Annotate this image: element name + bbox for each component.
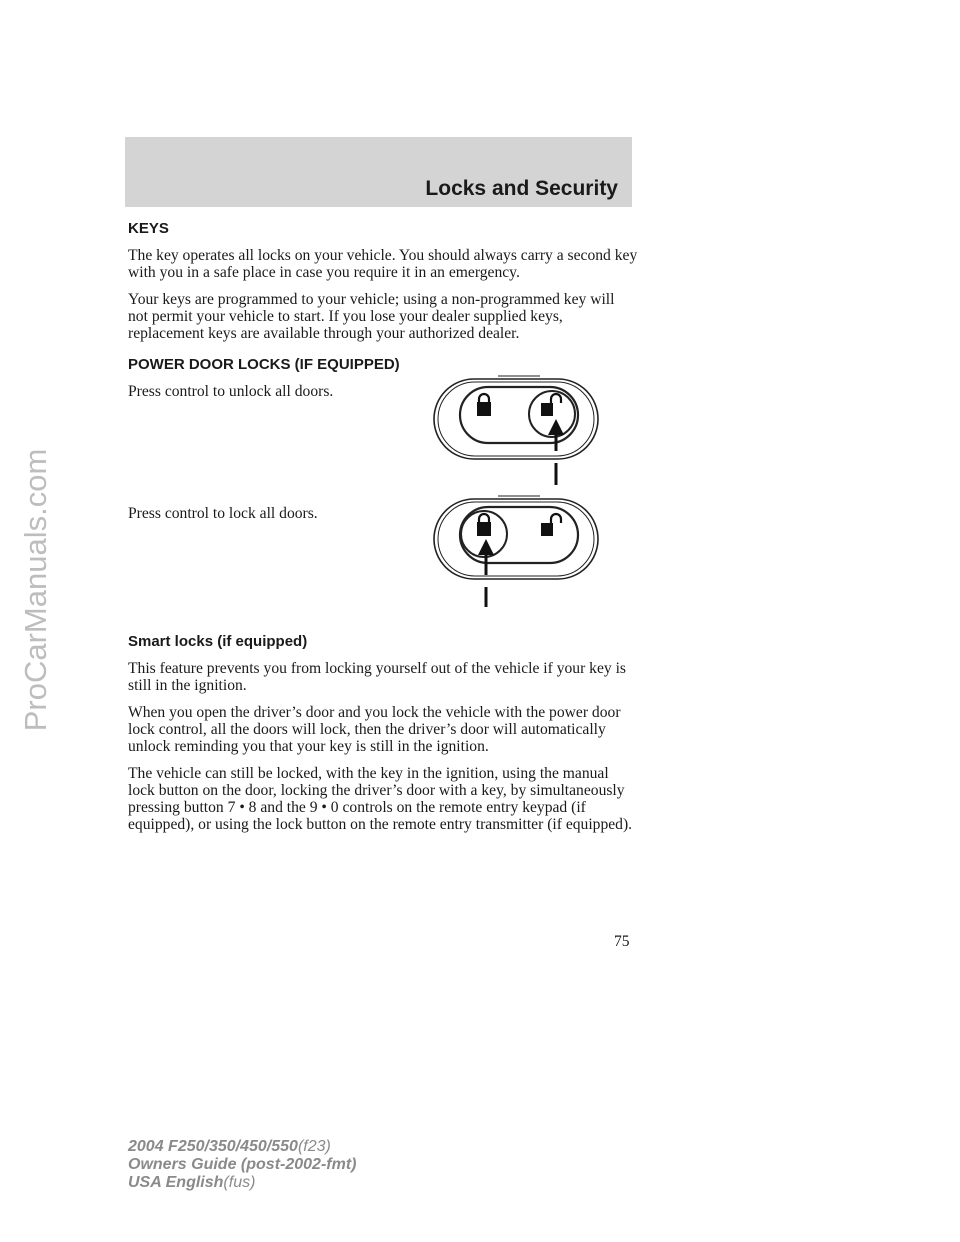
- footer-language: USA English: [128, 1174, 224, 1191]
- watermark: ProCarManuals.com: [18, 448, 53, 732]
- unlock-control-diagram: [432, 373, 602, 489]
- lock-control-diagram: [432, 493, 602, 611]
- power-door-locks-heading: POWER DOOR LOCKS (IF EQUIPPED): [128, 356, 400, 373]
- smart-locks-heading: Smart locks (if equipped): [128, 633, 308, 650]
- press-arrow-lock: [478, 539, 494, 607]
- lock-row: [128, 505, 638, 633]
- press-arrow-unlock: [548, 419, 564, 485]
- unlock-icon: [541, 394, 561, 416]
- footer-line-3: [128, 1174, 356, 1192]
- switch-outer-bezel: [434, 499, 598, 579]
- keys-heading: KEYS: [128, 220, 169, 237]
- footer-line-2: Owners Guide (post-2002-fmt): [128, 1156, 357, 1173]
- unlock-icon: [541, 514, 561, 536]
- smart-locks-paragraph-3: The vehicle can still be locked, with the key in the ignition, using the manual lock button on the door, locking the driver’s door with a key, by simultaneously pressing button 7 • 8 and the 9 • 0 controls on the remote entry keypad (if equipped), or using the lock button on the remote entry transmitter (if equipped).: [128, 765, 633, 833]
- footer-line-1: [128, 1138, 356, 1156]
- keys-paragraph-1: The key operates all locks on your vehicle. You should always carry a second key with you in a safe place in case you require it in an emergency.: [128, 247, 638, 281]
- footer-language-code: (fus): [223, 1174, 256, 1191]
- keys-paragraph-2: Your keys are programmed to your vehicle; using a non-programmed key will not permit your vehicle to start. If you lose your dealer supplied keys, replacement keys are available through your authorized dealer.: [128, 291, 615, 342]
- unlock-caption: Press control to unlock all doors.: [128, 383, 334, 400]
- switch-mid-bezel: [438, 382, 594, 456]
- document-footer: [128, 1138, 356, 1192]
- page-number: 75: [614, 933, 630, 950]
- section-header: [125, 137, 632, 207]
- switch-outer-bezel: [434, 379, 598, 459]
- footer-model-code: (f23): [297, 1138, 331, 1155]
- section-title: Locks and Security: [425, 177, 618, 200]
- footer-model: 2004 F250/350/450/550: [128, 1138, 298, 1155]
- lock-icon: [477, 394, 491, 416]
- page-content: [128, 220, 638, 843]
- lock-icon: [477, 514, 491, 536]
- unlock-row: [128, 383, 638, 505]
- lock-caption: Press control to lock all doors.: [128, 505, 318, 522]
- smart-locks-paragraph-1: This feature prevents you from locking yourself out of the vehicle if your key is still in the ignition.: [128, 660, 626, 694]
- smart-locks-paragraph-2: When you open the driver’s door and you lock the vehicle with the power door lock control, all the doors will lock, then the driver’s door will automatically unlock reminding you that your key is still in the ignition.: [128, 704, 621, 755]
